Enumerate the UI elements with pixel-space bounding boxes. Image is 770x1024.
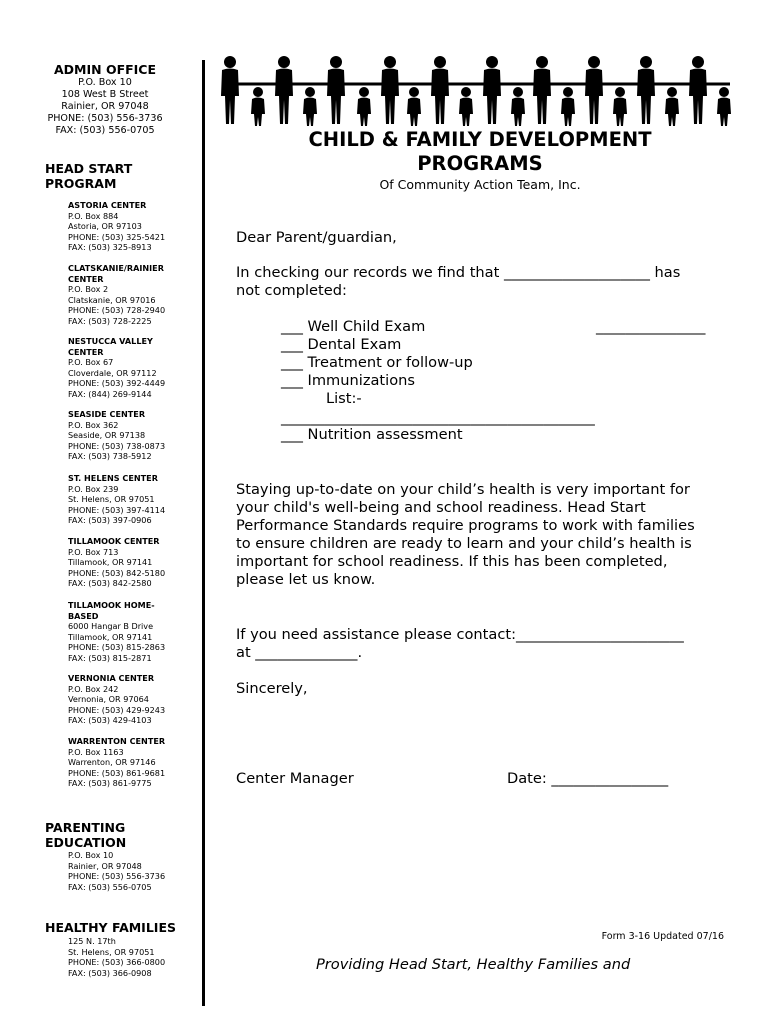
checklist-list-label: List:- [326, 390, 362, 407]
parenting-line: P.O. Box 10 [68, 850, 114, 860]
center-line: Cloverdale, OR 97112 [68, 367, 157, 378]
checklist-immunizations: ___ Immunizations [281, 372, 415, 389]
admin-office-title: ADMIN OFFICE [53, 62, 157, 77]
center-name: SEASIDE CENTER [68, 409, 146, 419]
parenting-title-line: EDUCATION [45, 835, 127, 850]
center-block-st-helens [68, 473, 188, 526]
center-line: P.O. Box 362 [68, 419, 119, 430]
center-line: PHONE: (503) 861-9681 [68, 767, 166, 778]
intro-line: not completed: [236, 282, 347, 299]
center-block-clatskanie [68, 263, 188, 326]
center-name: CLATSKANIE/RAINIER [68, 263, 164, 273]
center-name: VERNONIA CENTER [68, 673, 155, 683]
healthy-families-line: 125 N. 17th [68, 936, 116, 946]
healthy-families-title: HEALTHY FAMILIES [45, 920, 176, 935]
date-label: Date: ________________ [507, 770, 669, 787]
parenting-line: Rainier, OR 97048 [68, 860, 142, 871]
center-block-nestucca [68, 336, 188, 399]
healthy-families-line: FAX: (503) 366-0908 [68, 967, 152, 978]
tagline: Providing Head Start, Healthy Families and [316, 956, 631, 973]
paragraph-line: your child's well-being and school readiness. Head Start [236, 499, 646, 516]
checklist-nutrition: ___ Nutrition assessment [281, 426, 463, 443]
admin-office-line: P.O. Box 10 [78, 77, 132, 88]
admin-office-line: FAX: (503) 556-0705 [55, 125, 155, 136]
paragraph-line: Performance Standards require programs to work with families [236, 517, 695, 534]
center-line: FAX: (503) 397-0906 [68, 515, 152, 525]
center-name: CENTER [68, 346, 104, 357]
center-line: FAX: (503) 738-5912 [68, 451, 152, 461]
center-block-astoria [68, 200, 188, 253]
center-line: PHONE: (503) 815-2863 [68, 642, 166, 652]
center-line: PHONE: (503) 429-9243 [68, 704, 166, 715]
parenting-line: FAX: (503) 556-0705 [68, 881, 152, 892]
center-line: P.O. Box 1163 [68, 746, 124, 757]
center-line: P.O. Box 713 [68, 546, 119, 557]
center-block-tillamook [68, 536, 188, 589]
center-line: Tillamook, OR 97141 [68, 631, 153, 642]
center-line: PHONE: (503) 325-5421 [68, 231, 166, 242]
center-name: BASED [68, 610, 99, 621]
contact-line: at ______________. [236, 644, 363, 661]
center-line: FAX: (503) 325-8913 [68, 242, 152, 252]
center-name: CENTER [68, 273, 104, 284]
center-line: PHONE: (503) 397-4114 [68, 504, 166, 515]
center-block-warrenton [68, 736, 188, 789]
healthy-families-line: St. Helens, OR 97051 [68, 946, 155, 957]
center-line: FAX: (503) 728-2225 [68, 315, 152, 326]
center-line: Astoria, OR 97103 [68, 221, 142, 231]
checklist-treatment: ___ Treatment or follow-up [281, 354, 473, 371]
healthy-families-address [68, 936, 188, 978]
paragraph-line: please let us know. [236, 571, 376, 588]
sidebar [0, 0, 200, 1024]
center-line: PHONE: (503) 842-5180 [68, 567, 166, 578]
list-blank-line: ___________________________________________ [281, 409, 595, 426]
center-line: FAX: (844) 269-9144 [68, 388, 152, 399]
head-start-title-line: PROGRAM [45, 176, 117, 191]
center-line: Vernonia, OR 97064 [68, 694, 149, 704]
parenting-line: PHONE: (503) 556-3736 [68, 871, 166, 881]
page-title [250, 128, 710, 176]
center-block-vernonia [68, 673, 188, 726]
intro-line: In checking our records we find that ____________________ has [236, 264, 681, 281]
center-line: P.O. Box 884 [68, 210, 119, 221]
center-line: FAX: (503) 429-4103 [68, 715, 152, 725]
center-name: TILLAMOOK CENTER [68, 536, 160, 546]
center-line: FAX: (503) 842-2580 [68, 578, 152, 588]
paragraph-line: to ensure children are ready to learn and your child’s health is [236, 535, 692, 552]
center-line: 6000 Hangar B Drive [68, 621, 154, 631]
paragraph-line: Staying up-to-date on your child’s health is very important for [236, 481, 690, 498]
center-name: ASTORIA CENTER [68, 200, 147, 210]
admin-office-line: PHONE: (503) 556-3736 [47, 113, 163, 124]
admin-office-address [40, 77, 170, 137]
admin-office-line: 108 West B Street [61, 89, 149, 100]
signature-label: Center Manager [236, 770, 354, 787]
center-line: P.O. Box 2 [68, 284, 109, 294]
center-line: FAX: (503) 861-9775 [68, 778, 152, 788]
center-line: St. Helens, OR 97051 [68, 494, 155, 504]
center-line: P.O. Box 67 [68, 357, 114, 367]
salutation: Dear Parent/guardian, [236, 229, 397, 246]
admin-office-line: Rainier, OR 97048 [61, 101, 149, 112]
center-line: PHONE: (503) 728-2940 [68, 305, 166, 315]
closing: Sincerely, [236, 680, 308, 697]
center-block-tillamook-home-based [68, 600, 188, 663]
form-id: Form 3-16 Updated 07/16 [601, 931, 724, 942]
center-line: PHONE: (503) 738-0873 [68, 440, 166, 451]
center-line: Clatskanie, OR 97016 [68, 294, 156, 305]
center-line: P.O. Box 239 [68, 483, 119, 494]
paragraph-line: important for school readiness. If this has been completed, [236, 553, 668, 570]
checklist-dental-exam: ___ Dental Exam [281, 336, 402, 353]
contact-line: If you need assistance please contact:_______________________ [236, 626, 684, 643]
center-line: FAX: (503) 815-2871 [68, 652, 152, 663]
center-line: P.O. Box 242 [68, 683, 119, 694]
center-line: Warrenton, OR 97146 [68, 757, 156, 767]
page-title-line: PROGRAMS [417, 152, 543, 175]
center-line: Seaside, OR 97138 [68, 430, 146, 440]
page-subtitle: Of Community Action Team, Inc. [379, 177, 581, 192]
center-line: Tillamook, OR 97141 [68, 557, 153, 567]
center-name: ST. HELENS CENTER [68, 473, 158, 483]
health-paragraph [236, 481, 695, 589]
center-name: NESTUCCA VALLEY [68, 336, 153, 346]
right-blank-line: _______________ [596, 318, 706, 335]
parenting-education-title [45, 820, 126, 850]
page-title-line: CHILD & FAMILY DEVELOPMENT [308, 128, 652, 151]
center-name: TILLAMOOK HOME- [68, 600, 155, 610]
checklist-well-child-exam: ___ Well Child Exam [281, 318, 426, 335]
center-block-seaside [68, 409, 188, 462]
head-start-title-line: HEAD START [45, 161, 133, 176]
family-silhouette-banner-icon [214, 54, 738, 126]
healthy-families-line: PHONE: (503) 366-0800 [68, 957, 166, 967]
head-start-title [45, 161, 132, 191]
parenting-title-line: PARENTING [45, 820, 126, 835]
vertical-divider [202, 60, 205, 1006]
center-line: PHONE: (503) 392-4449 [68, 378, 166, 388]
center-name: WARRENTON CENTER [68, 736, 166, 746]
parenting-education-address [68, 850, 188, 892]
